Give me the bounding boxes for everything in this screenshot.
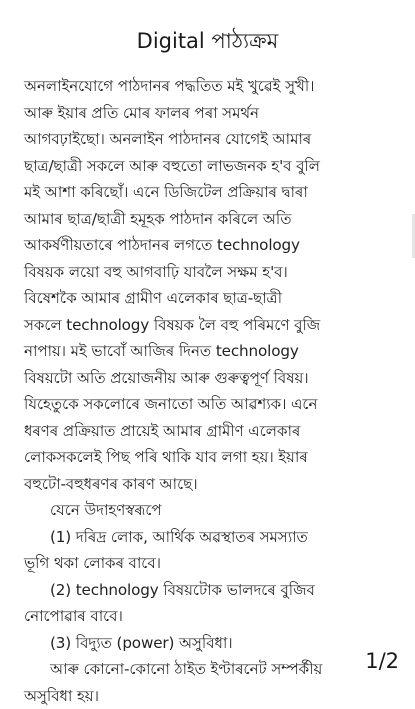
examples-heading: যেনে উদাহণস্বৰূপে: [24, 497, 408, 524]
text-line-16: বহুটো-বহুধৰণৰ কাৰণ আছে।: [24, 471, 408, 498]
text-line-15: লোকসকলেই পিছ পৰি থাকি যাব লগা হয়। ইয়াৰ: [24, 444, 408, 471]
text-line-13: যিহেতুকে সকলোৰে জনাতো অতি আৱশ্যক। এনে: [24, 391, 408, 418]
text-line-4: ছাত্ৰ/ছাত্ৰী সকলে আৰু বহুতো লাভজনক হ'ব বুলি: [24, 153, 408, 180]
body-text: [24, 73, 408, 709]
list-item-1: (1) দৰিদ্ৰ লোক, আৰ্থিক অৱস্থাতৰ সমস্যাত: [24, 524, 408, 551]
text-line-11: নাপায়। মই ভাবোঁ আজিৰ দিনত technology: [24, 338, 408, 365]
text-line-7: আকৰ্ষণীয়তাৰে পাঠদানৰ লগতে technology: [24, 232, 408, 259]
text-line-6: আমাৰ ছাত্ৰ/ছাত্ৰী হমূহক পাঠদান কৰিলে অতি: [24, 206, 408, 233]
text-line-3: আগবঢ়াইছো। অনলাইন পাঠদানৰ যোগেই আমাৰ: [24, 126, 408, 153]
list-item-1-continued: ভূগি থকা লোকৰ বাবে।: [24, 550, 408, 577]
page-number: 1/2: [365, 649, 399, 673]
text-line-10: সকলে technology বিষয়ক লৈ বহু পৰিমণে বুজি: [24, 312, 408, 339]
text-line-2: আৰু ইয়াৰ প্রতি মোৰ ফালৰ পৰা সমৰ্থন: [24, 100, 408, 127]
list-item-2-continued: নোপোৱাৰ বাবে।: [24, 603, 408, 630]
list-item-3: (3) বিদ্যুত (power) অসুবিধা।: [24, 630, 408, 657]
text-line-12: বিষয়টো অতি প্রয়োজনীয় আৰু গুৰুত্বপূৰ্ণ বিষয়।: [24, 365, 408, 392]
list-item-2: (2) technology বিষয়টোক ভালদৰে বুজিব: [24, 577, 408, 604]
text-line-1: অনলাইনযোগে পাঠদানৰ পদ্ধতিত মই খুৱেই সুখী।: [24, 73, 408, 100]
closing-line-1: আৰু কোনো-কোনো ঠাইত ইণ্টাৰনেট সম্পৰ্কীয়: [24, 656, 408, 683]
text-line-5: মই আশা কৰিছোঁ। এনে ডিজিটেল প্রক্রিয়াৰ দ্বাৰা: [24, 179, 408, 206]
page-title: Digital পাঠ্যক্রম: [0, 28, 415, 54]
text-line-9: বিষেশকৈ আমাৰ গ্ৰামীণ এলেকাৰ ছাত্ৰ-ছাত্ৰী: [24, 285, 408, 312]
closing-line-2: অসুবিধা হয়।: [24, 683, 408, 709]
text-line-14: ধৰণৰ প্রক্রিয়াত প্রায়েই আমাৰ গ্ৰামীণ এলেকাৰ: [24, 418, 408, 445]
text-line-8: বিষয়ক লয়ো বহু আগবাঢ়ি যাবলৈ সক্ষম হ'ব।: [24, 259, 408, 286]
